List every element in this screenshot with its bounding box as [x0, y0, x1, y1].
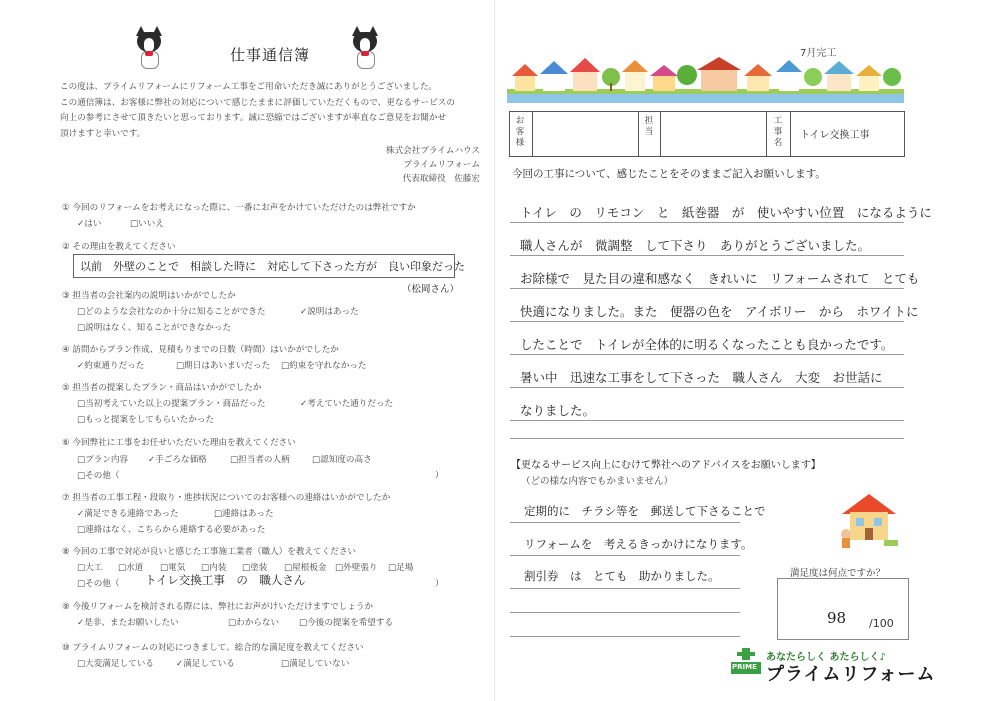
q8-option-interior[interactable]: □内装 — [201, 563, 227, 573]
comment-prompt: 今回の工事について、感じたことをそのままご記入お願いします。 — [512, 168, 826, 180]
q10-option-3[interactable]: □満足していない — [281, 659, 350, 669]
q7-option-3[interactable]: □連絡はなく、こちらから連絡する必要があった — [77, 525, 266, 535]
q1-option-yes[interactable]: ✓はい — [77, 219, 102, 229]
q4-option-3[interactable]: □約束を守れなかった — [281, 361, 367, 371]
q1-option-no[interactable]: □いいえ — [130, 219, 164, 229]
comment-line-6: 暑い中 迅速な工事をして下さった 職人さん 大変 お世話に — [520, 370, 883, 385]
q8-option-other[interactable]: □その他（ — [77, 579, 120, 589]
question-2: ② その理由を教えてください — [62, 242, 176, 252]
brand-tagline: あなたらしく あたらしく♪ — [766, 652, 886, 663]
question-10: ⑩ プライムリフォームの対応につきまして、総合的な満足度を教えてください — [62, 643, 364, 653]
comment-line-2: 職人さんが 微調整 して下さり ありがとうございました。 — [520, 238, 871, 253]
q3-option-3[interactable]: □説明はなく、知ることができなかった — [77, 323, 232, 333]
q6-option-awareness[interactable]: □認知度の高さ — [312, 455, 372, 465]
q6-option-staff[interactable]: □担当者の人柄 — [230, 455, 290, 465]
q8-option-scaffold[interactable]: □足場 — [388, 563, 414, 573]
brand-name: プライムリフォーム — [766, 664, 936, 685]
comment-line-1: トイレ の リモコン と 紙巻器 が 使いやすい位置 になるように — [520, 205, 932, 220]
q6-option-price[interactable]: ✓手ごろな価格 — [148, 455, 207, 465]
question-8: ⑧ 今回の工事で対応が良いと感じた工事施工業者（職人）を教えてください — [62, 547, 357, 557]
q5-option-2[interactable]: ✓考えていた通りだった — [300, 399, 394, 409]
q4-option-2[interactable]: □期日はあいまいだった — [176, 361, 271, 371]
prime-logo-icon — [731, 648, 761, 678]
advice-line-3: 割引券 は とても 助かりました。 — [524, 569, 720, 583]
q9-option-2[interactable]: □わからない — [228, 618, 280, 628]
q6-option-plan[interactable]: □プラン内容 — [77, 455, 129, 465]
comment-line-4: 快適になりました。また 便器の色を アイボリー から ホワイトに — [520, 304, 919, 319]
q10-option-1[interactable]: □大変満足している — [77, 659, 154, 669]
question-6: ⑥ 今回弊社に工事をお任せいただいた理由を教えてください — [62, 438, 296, 448]
question-3: ③ 担当者の会社案内の説明はいかがでしたか — [62, 291, 236, 301]
page-title: 仕事通信簿 — [229, 46, 310, 64]
q6-option-other[interactable]: □その他（ — [77, 471, 120, 481]
question-1: ① 今回のリフォームをお考えになった際に、一番にお声をかけていただけたのは弊社ですか — [62, 203, 416, 213]
q8-other-answer: トイレ交換工事 の 職人さん — [145, 573, 306, 587]
comment-line-7: なりました。 — [520, 403, 596, 418]
q8-other-close-paren: ） — [435, 579, 444, 589]
q8-option-plumbing[interactable]: □水道 — [118, 563, 144, 573]
q8-option-electric[interactable]: □電気 — [160, 563, 186, 573]
q2-answer-text: 以前 外壁のことで 相談した時に 対応して下さった方が 良い印象だった — [80, 260, 465, 273]
q8-option-roof[interactable]: □屋根板金 — [284, 563, 327, 573]
completion-month: 7月完工 — [800, 48, 837, 59]
page-fold — [494, 0, 495, 701]
advice-line-1: 定期的に チラシ等を 郵送して下さることで — [524, 504, 766, 518]
staff-label: 担当 — [644, 116, 654, 137]
advice-title: 【更なるサービス向上にむけて弊社へのアドバイスをお願いします】 — [511, 460, 821, 471]
satisfaction-score: 98 — [827, 609, 847, 627]
advice-line-2: リフォームを 考えるきっかけになります。 — [524, 537, 753, 551]
customer-info-box — [509, 111, 905, 157]
q3-option-1[interactable]: □どのような会社なのか十分に知ることができた — [77, 307, 266, 317]
q8-option-siding[interactable]: □外壁張り — [335, 563, 378, 573]
q10-option-2[interactable]: ✓満足している — [176, 659, 235, 669]
work-label: 工事名 — [773, 116, 783, 148]
prime-logo-text: PRIME — [732, 663, 757, 671]
q3-option-2[interactable]: ✓説明はあった — [300, 307, 359, 317]
q5-option-3[interactable]: □もっと提案をしてもらいたかった — [77, 415, 215, 425]
comment-line-3: お除様で 見た目の違和感なく きれいに リフォームされて とても — [520, 271, 920, 286]
question-4: ④ 訪問からプラン作成、見積もりまでの日数（時間）はいかがでしたか — [62, 345, 339, 355]
question-7: ⑦ 担当者の工事工程・段取り・進捗状況についてのお客様への連絡はいかがでしたか — [62, 493, 391, 503]
q5-option-1[interactable]: □当初考えていた以上の提案プラン・商品だった — [77, 399, 266, 409]
houses-illustration — [507, 55, 904, 103]
q9-option-1[interactable]: ✓是非、またお願いしたい — [77, 618, 179, 628]
mascot-dog-left — [134, 32, 164, 68]
question-9: ⑨ 今後リフォームを検討される際には、弊社にお声がけいただけますでしょうか — [62, 602, 374, 612]
customer-label: お客様 — [515, 116, 525, 148]
question-5: ⑤ 担当者の提案したプラン・商品はいかがでしたか — [62, 383, 262, 393]
advice-subtitle: （どの様な内容でもかまいません） — [521, 476, 674, 487]
q4-option-1[interactable]: ✓約束通りだった — [77, 361, 145, 371]
satisfaction-question: 満足度は何点ですか？ — [790, 568, 886, 579]
q9-option-3[interactable]: □今後の提案を希望する — [299, 618, 394, 628]
q8-option-carpenter[interactable]: □大工 — [77, 563, 103, 573]
q7-option-2[interactable]: □連絡はあった — [214, 509, 274, 519]
q7-option-1[interactable]: ✓満足できる連絡であった — [77, 509, 179, 519]
intro-text: この度は、プライムリフォームにリフォーム工事をご用命いただき誠にありがとうございました。 この通信簿は、お客様に弊社の対応について感じたままに評価していただくもので、更なるサービスの 向上の参考にさせて頂きたいと思っております。誠に恐縮ではございますが率直なご意見をお聞かせ 頂けますと幸いです。 — [60, 82, 455, 139]
house-mascot-illustration — [838, 492, 900, 550]
q8-option-paint[interactable]: □塗装 — [242, 563, 268, 573]
company-signature: 株式会社プライムハウス プライムリフォーム 代表取締役 佐藤宏 — [385, 146, 480, 184]
q2-answer-note: （松岡さん） — [402, 284, 460, 295]
comment-line-5: したことで トイレが全体的に明るくなったことも良かったです。 — [520, 337, 894, 352]
mascot-dog-right — [350, 32, 380, 68]
satisfaction-max: /100 — [869, 617, 894, 630]
work-name: トイレ交換工事 — [800, 130, 870, 141]
q6-other-close-paren: ） — [435, 471, 444, 481]
